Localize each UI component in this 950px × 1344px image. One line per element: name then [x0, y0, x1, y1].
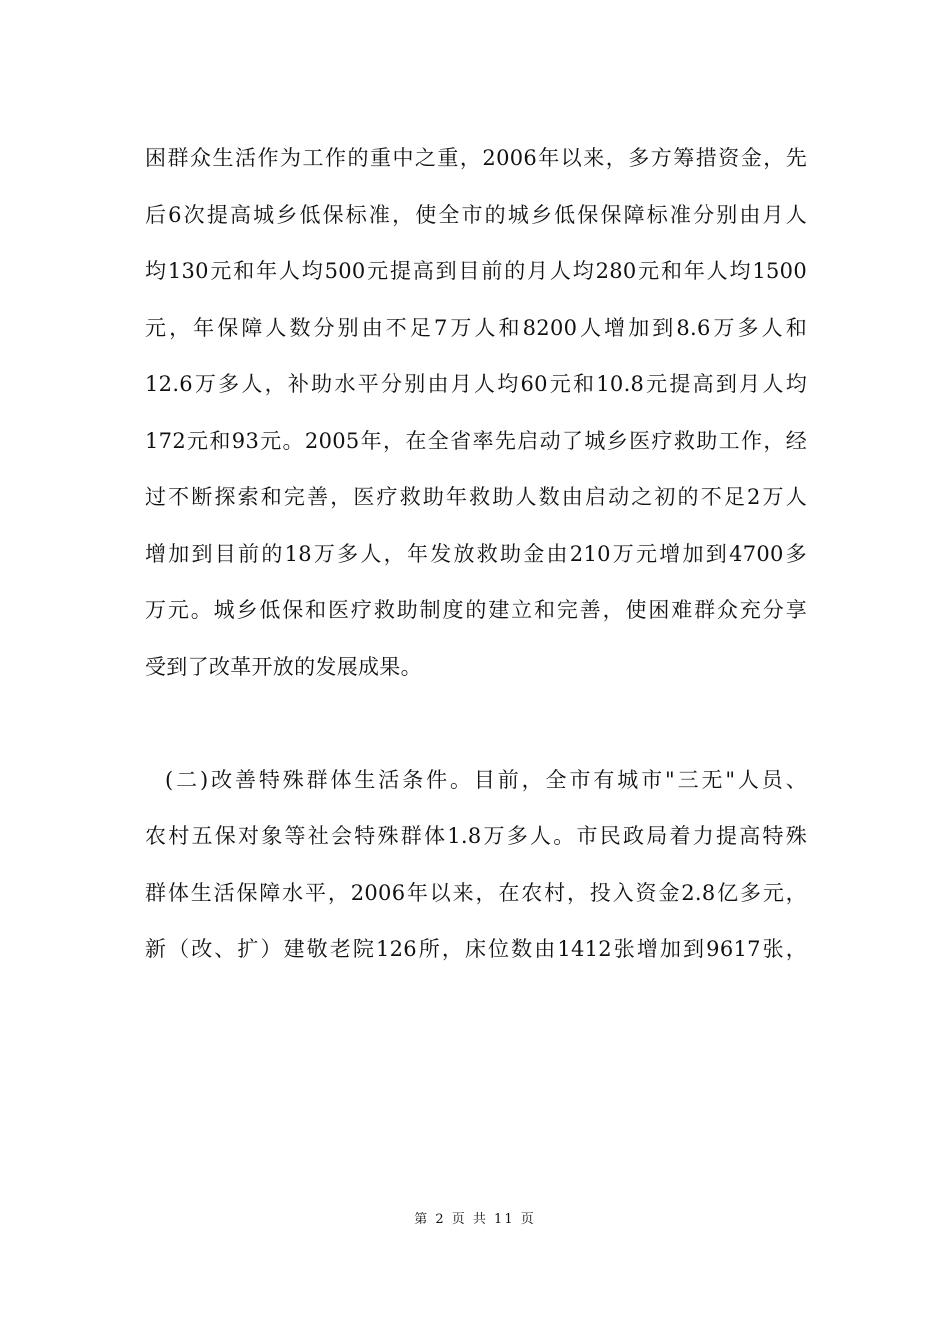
text-line: 元，年保障人数分别由不足7万人和8200人增加到8.6万多人和: [145, 315, 807, 340]
text-line: 均130元和年人均500元提高到目前的月人均280元和年人均1500: [145, 259, 807, 283]
text-line: 受到了改革开放的发展成果。: [145, 654, 422, 679]
text-line: 172元和93元。2005年，在全省率先启动了城乡医疗救助工作，经: [145, 428, 807, 453]
text-line: 困群众生活作为工作的重中之重，2006年以来，多方筹措资金，先: [145, 146, 807, 170]
text-line: 群体生活保障水平，2006年以来，在农村，投入资金2.8亿多元，: [145, 880, 807, 905]
text-line: 12.6万多人，补助水平分别由月人均60元和10.8元提高到月人均: [145, 372, 807, 396]
page-number-footer: 第 2 页 共 11 页: [414, 1212, 536, 1227]
text-line: 农村五保对象等社会特殊群体1.8万多人。市民政局着力提高特殊: [145, 824, 807, 848]
paragraph-2: [145, 752, 807, 978]
text-line: 后6次提高城乡低保标准，使全市的城乡低保保障标准分别由月人: [145, 202, 807, 227]
text-line: (二)改善特殊群体生活条件。目前，全市有城市"三无"人员、: [165, 767, 807, 792]
paragraph-spacer: [145, 695, 807, 752]
text-line: 新（改、扩）建敬老院126所，床位数由1412张增加到9617张，: [145, 937, 807, 961]
text-line: 过不断探索和完善，医疗救助年救助人数由启动之初的不足2万人: [145, 485, 807, 509]
paragraph-1: [145, 130, 807, 695]
body-text: [145, 130, 807, 978]
text-line: 万元。城乡低保和医疗救助制度的建立和完善，使困难群众充分享: [145, 598, 807, 622]
text-line: 增加到目前的18万多人，年发放救助金由210万元增加到4700多: [145, 541, 807, 566]
